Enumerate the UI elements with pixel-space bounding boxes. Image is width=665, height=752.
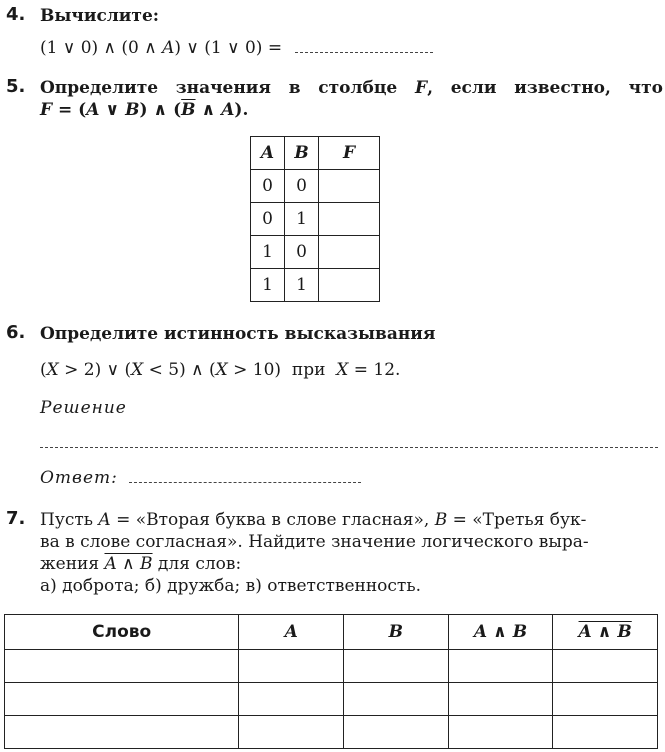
cell-word[interactable] — [5, 683, 239, 716]
cell-b: 0 — [285, 236, 319, 269]
cell-not-a-and-b[interactable] — [553, 650, 658, 683]
table-row — [5, 716, 658, 749]
text: = «Вторая буква в слове гласная», — [110, 510, 435, 530]
cell-b: 1 — [285, 269, 319, 302]
cell-a[interactable] — [239, 716, 344, 749]
var-f: F — [414, 78, 428, 98]
text: жения — [40, 554, 105, 574]
var-b: B — [125, 100, 140, 120]
header-f: F — [319, 137, 380, 170]
cell-a[interactable] — [239, 650, 344, 683]
cell-a: 1 — [251, 236, 285, 269]
table-row — [251, 269, 380, 302]
var-a: A — [98, 510, 111, 530]
header-b: B — [344, 615, 449, 650]
text: ). — [234, 100, 249, 120]
cell-b[interactable] — [344, 716, 449, 749]
var-x: X — [215, 360, 228, 380]
table-row — [251, 170, 380, 203]
task-6-expression — [40, 360, 400, 380]
task-6-number: 6. — [6, 322, 26, 343]
cell-word[interactable] — [5, 650, 239, 683]
header-b: B — [285, 137, 319, 170]
cell-a: 0 — [251, 203, 285, 236]
text: ) ∧ ( — [139, 100, 182, 120]
cell-a[interactable] — [239, 683, 344, 716]
answer-label: Ответ: — [40, 468, 118, 488]
header-not-a-and-b — [553, 615, 658, 650]
truth-table — [250, 136, 380, 302]
header-a: A — [251, 137, 285, 170]
text: > 2) ∨ ( — [58, 360, 132, 380]
var-x: X — [46, 360, 59, 380]
overlined-text: A ∧ B — [578, 622, 632, 642]
task-7-line-2: ва в слове согласная». Найдите значение логического выра- — [40, 532, 589, 552]
header-word: Слово — [5, 615, 239, 650]
text: < 5) ∧ ( — [143, 360, 216, 380]
text: ∨ — [99, 100, 126, 120]
answer-row — [40, 468, 361, 488]
var-x: X — [336, 360, 349, 380]
table-row — [251, 236, 380, 269]
table-header-row — [5, 615, 658, 650]
cell-not-a-and-b[interactable] — [553, 683, 658, 716]
cell-not-a-and-b[interactable] — [553, 716, 658, 749]
cell-f-input[interactable] — [319, 236, 380, 269]
task-4-expression — [40, 38, 433, 58]
answer-blank[interactable] — [295, 51, 433, 53]
solution-label: Решение — [40, 398, 127, 418]
expr-part: (1 ∨ 0) ∧ (0 ∧ — [40, 38, 163, 58]
cell-a: 1 — [251, 269, 285, 302]
text: = «Третья бук- — [447, 510, 587, 530]
text: для слов: — [152, 554, 242, 574]
task-7-number: 7. — [6, 508, 26, 529]
cell-f-input[interactable] — [319, 269, 380, 302]
solution-blank[interactable] — [40, 446, 658, 448]
var-b: B — [434, 510, 448, 530]
header-a: A — [239, 615, 344, 650]
answer-blank[interactable] — [129, 481, 361, 483]
cell-b: 1 — [285, 203, 319, 236]
cell-f-input[interactable] — [319, 170, 380, 203]
task-7-line-3 — [40, 554, 241, 574]
cell-b[interactable] — [344, 650, 449, 683]
text: = ( — [52, 100, 87, 120]
var-b-negated: $\overline{B}$ — [181, 100, 196, 120]
task-5-formula — [40, 100, 248, 120]
cell-b[interactable] — [344, 683, 449, 716]
cell-a-and-b[interactable] — [448, 683, 553, 716]
var-a: A — [221, 100, 235, 120]
text: , если известно, что — [427, 78, 663, 98]
task-6-prompt: Определите истинность высказывания — [40, 324, 436, 344]
task-7-line-4: а) доброта; б) дружба; в) ответственность. — [40, 576, 421, 596]
task-5-prompt — [40, 78, 663, 98]
text: ( — [40, 360, 47, 380]
task-5-number: 5. — [6, 76, 26, 97]
text: Определите значения в столбце — [40, 78, 415, 98]
negated-expression: A ∧ B — [104, 554, 153, 574]
cell-b: 0 — [285, 170, 319, 203]
expr-part: ) ∨ (1 ∨ 0) = — [174, 38, 283, 58]
words-table — [4, 614, 658, 749]
table-header-row — [251, 137, 380, 170]
text: ∧ — [195, 100, 222, 120]
text: > 10) при — [227, 360, 337, 380]
var-a: A — [162, 38, 175, 58]
text: = 12. — [348, 360, 401, 380]
cell-a-and-b[interactable] — [448, 650, 553, 683]
task-7-line-1 — [40, 510, 586, 530]
cell-a: 0 — [251, 170, 285, 203]
table-row — [5, 650, 658, 683]
var-a: A — [86, 100, 100, 120]
cell-f-input[interactable] — [319, 203, 380, 236]
task-4-prompt: Вычислите: — [40, 6, 160, 26]
var-x: X — [131, 360, 144, 380]
var-f: F — [40, 100, 53, 120]
header-a-and-b: A ∧ B — [448, 615, 553, 650]
text: Пусть — [40, 510, 99, 530]
task-4-number: 4. — [6, 4, 26, 25]
cell-a-and-b[interactable] — [448, 716, 553, 749]
table-row — [251, 203, 380, 236]
table-row — [5, 683, 658, 716]
cell-word[interactable] — [5, 716, 239, 749]
